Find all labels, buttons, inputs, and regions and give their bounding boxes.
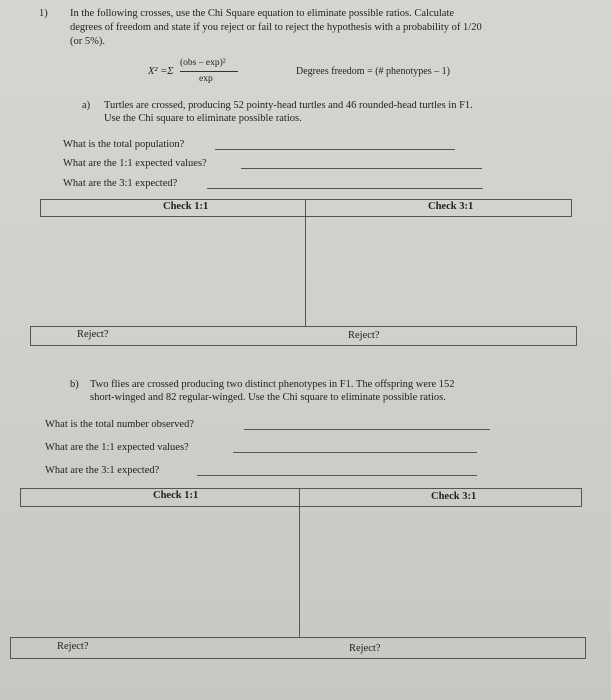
part-b-label: b) [70,379,79,390]
part-b-line-2: short-winged and 82 regular-winged. Use the Chi square to eliminate possible ratios. [90,392,446,403]
part-a-answer-1to1[interactable] [241,168,482,169]
intro-line-1: In the following crosses, use the Chi Square equation to eliminate possible ratios. Calculate [70,8,455,19]
part-a-check-1to1: Check 1:1 [163,201,209,212]
part-a-label: a) [82,100,91,111]
part-b-check-1to1: Check 1:1 [153,490,199,501]
part-b-divider [299,488,300,638]
part-a-answer-3to1[interactable] [207,188,483,189]
part-b-question-total: What is the total number observed? [45,419,194,430]
intro-line-2: degrees of freedom and state if you reject or fail to reject the hypothesis with a probability of 1/20 [70,22,482,33]
part-b-line-1: Two flies are crossed producing two distinct phenotypes in F1. The offspring were 152 [90,379,455,390]
part-a-question-3to1: What are the 3:1 expected? [63,178,178,189]
formula-denominator: exp [199,74,213,84]
problem-number: 1) [39,8,48,19]
part-b-check-3to1: Check 3:1 [431,491,477,502]
part-b-answer-total[interactable] [244,429,490,430]
part-b-reject-row [10,637,586,659]
chi-square-lhs: X² =Σ [148,66,174,77]
part-a-reject-left[interactable]: Reject? [77,329,109,340]
part-a-question-total: What is the total population? [63,139,185,150]
part-b-answer-3to1[interactable] [197,475,477,476]
part-b-reject-right[interactable]: Reject? [349,643,381,654]
part-b-check-header [20,488,582,507]
part-a-reject-right[interactable]: Reject? [348,330,380,341]
part-a-line-1: Turtles are crossed, producing 52 pointy-head turtles and 46 rounded-head turtles in F1. [104,100,473,111]
part-a-divider [305,199,306,327]
intro-line-3: (or 5%). [70,36,105,47]
part-b-question-1to1: What are the 1:1 expected values? [45,442,189,453]
part-a-question-1to1: What are the 1:1 expected values? [63,158,207,169]
formula-numerator: (obs – exp)² [180,58,226,68]
fraction-bar [180,71,238,72]
part-a-line-2: Use the Chi square to eliminate possible ratios. [104,113,302,124]
part-a-check-header [40,199,572,217]
degrees-freedom: Degrees freedom = (# phenotypes – 1) [296,66,450,77]
part-b-answer-1to1[interactable] [233,452,477,453]
part-a-answer-total[interactable] [215,149,455,150]
part-a-check-3to1: Check 3:1 [428,201,474,212]
part-a-reject-row [30,326,577,346]
part-b-reject-left[interactable]: Reject? [57,641,89,652]
part-b-question-3to1: What are the 3:1 expected? [45,465,160,476]
